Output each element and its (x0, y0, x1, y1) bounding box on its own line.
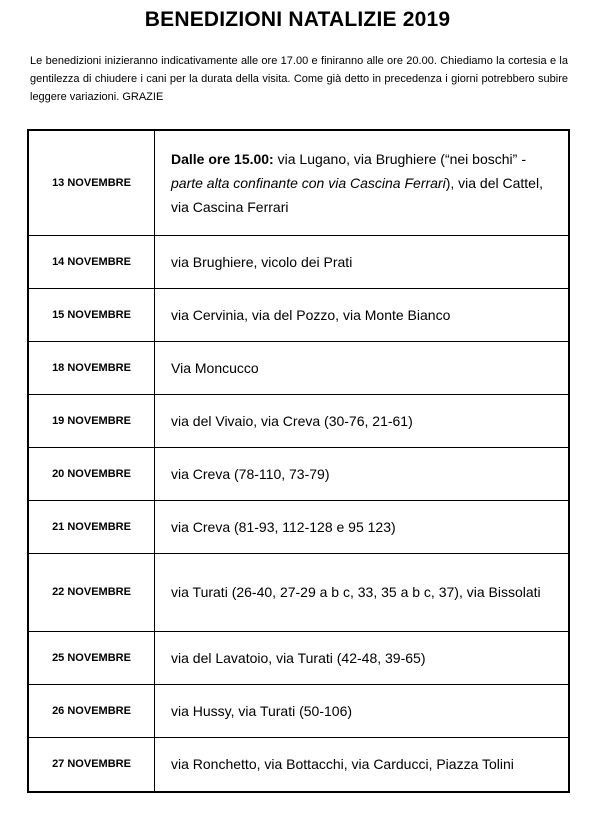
table-row (28, 130, 569, 235)
streets-cell: via Brughiere, vicolo dei Prati (155, 235, 570, 288)
date-cell: 27 NOVEMBRE (28, 737, 155, 792)
table-row (28, 447, 569, 500)
page-title: BENEDIZIONI NATALIZIE 2019 (144, 8, 451, 31)
streets-cell: Via Moncucco (155, 341, 570, 394)
table-row (28, 288, 569, 341)
streets-cell: via Creva (78-110, 73-79) (155, 447, 570, 500)
date-cell: 21 NOVEMBRE (28, 500, 155, 553)
table-row (28, 631, 569, 684)
streets-text: via Lugano, via Brughiere (“nei boschi” (273, 150, 522, 167)
streets-cell (155, 130, 570, 235)
schedule-table (27, 129, 570, 793)
date-cell: 25 NOVEMBRE (28, 631, 155, 684)
streets-cell: via del Lavatoio, via Turati (42-48, 39-65) (155, 631, 570, 684)
date-cell: 19 NOVEMBRE (28, 394, 155, 447)
streets-cell: via del Vivaio, via Creva (30-76, 21-61) (155, 394, 570, 447)
date-cell: 26 NOVEMBRE (28, 684, 155, 737)
table-row (28, 553, 569, 631)
streets-cell: via Hussy, via Turati (50-106) (155, 684, 570, 737)
table-row (28, 500, 569, 553)
streets-cell: via Cervinia, via del Pozzo, via Monte Bianco (155, 288, 570, 341)
date-cell: 13 NOVEMBRE (28, 130, 155, 235)
streets-cell: via Ronchetto, via Bottacchi, via Carducci, Piazza Tolini (155, 737, 570, 792)
date-cell: 14 NOVEMBRE (28, 235, 155, 288)
date-cell: 15 NOVEMBRE (28, 288, 155, 341)
table-row (28, 737, 569, 792)
streets-cell: via Turati (26-40, 27-29 a b c, 33, 35 a b c, 37), via Bissolati (155, 553, 570, 631)
table-row (28, 235, 569, 288)
date-cell: 20 NOVEMBRE (28, 447, 155, 500)
time-note: Dalle ore 15.00: (171, 150, 274, 167)
table-row (28, 341, 569, 394)
table-row (28, 684, 569, 737)
streets-text: ), via del Cattel, via Cascina Ferrari (171, 174, 543, 215)
streets-cell: via Creva (81-93, 112-128 e 95 123) (155, 500, 570, 553)
intro-paragraph: Le benedizioni inizieranno indicativamente alle ore 17.00 e finiranno alle ore 20.00. Chiediamo la cortesia e la gentilezza di chiudere i cani per la durata della visita. Come già detto in precedenza i giorni potrebbero subire leggere variazioni. GRAZIE (30, 55, 568, 103)
date-cell: 18 NOVEMBRE (28, 341, 155, 394)
streets-note-italic: - parte alta confinante con via Cascina Ferrari (171, 150, 526, 191)
date-cell: 22 NOVEMBRE (28, 553, 155, 631)
table-row (28, 394, 569, 447)
